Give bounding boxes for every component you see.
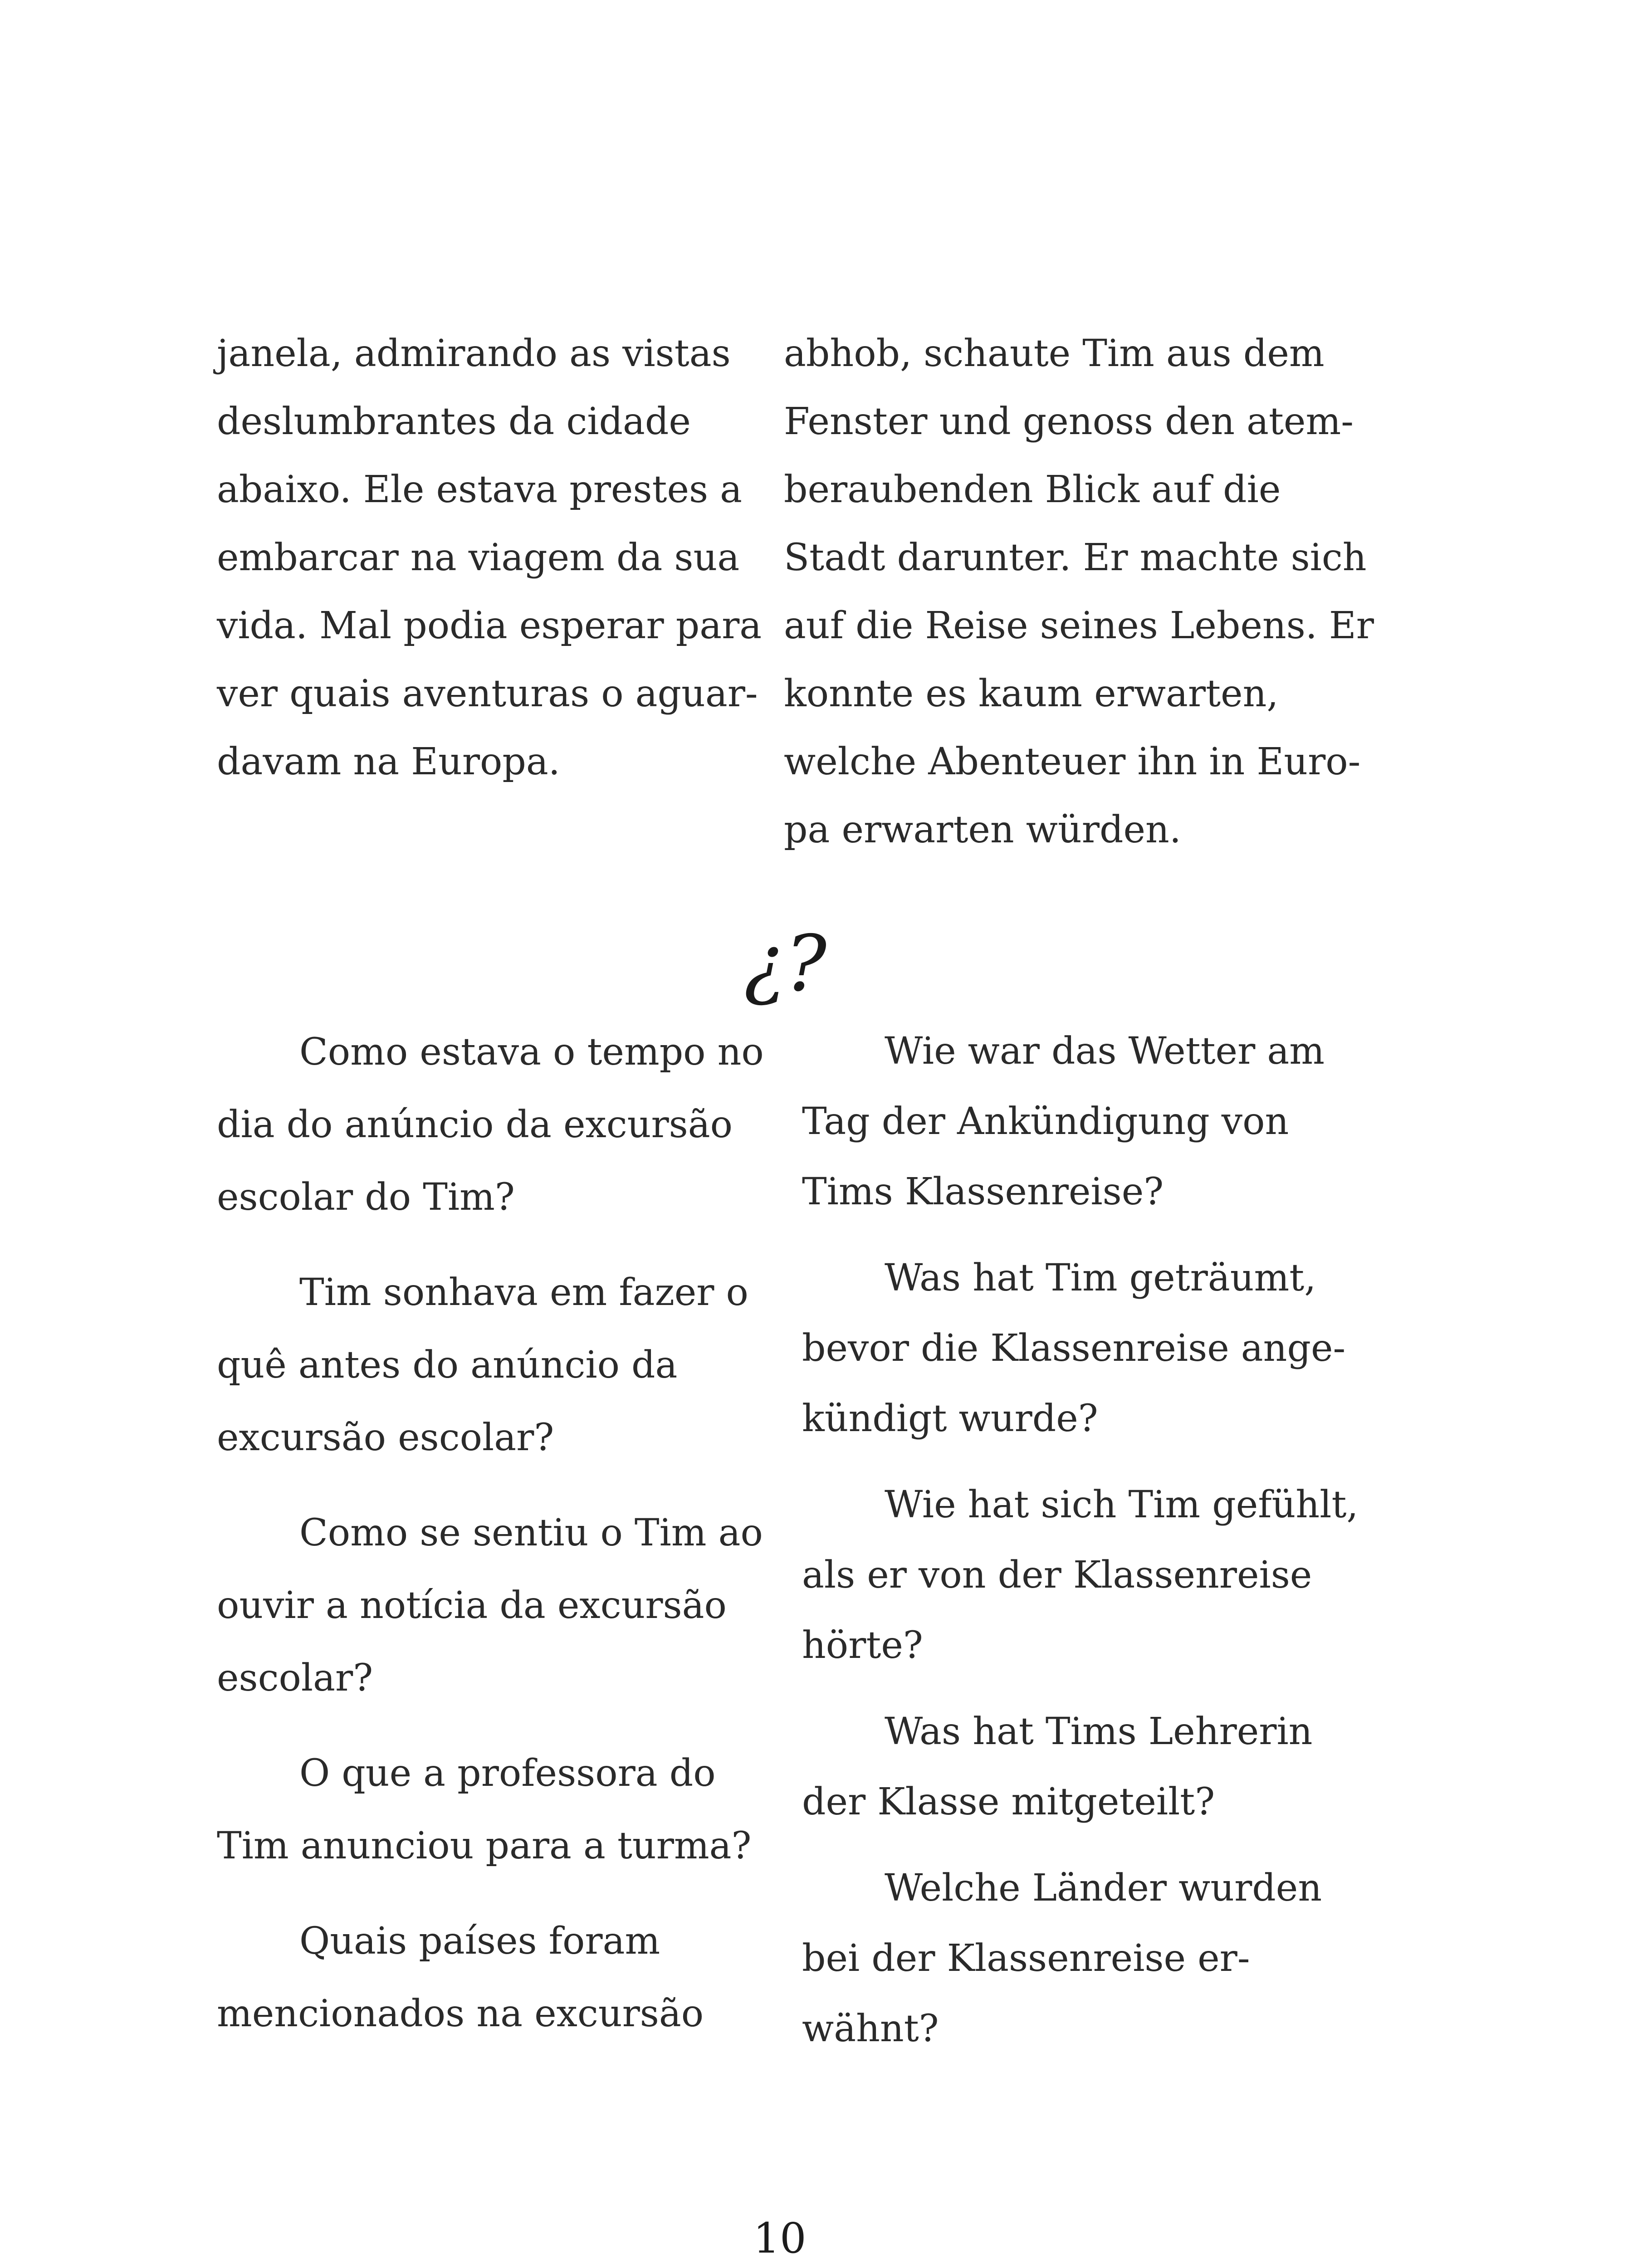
question-line: Wie hat sich Tim gefühlt, xyxy=(885,1483,1359,1526)
question-line: mencionados na excursão xyxy=(217,1992,704,2035)
text-line: vida. Mal podia esperar para xyxy=(217,604,762,647)
question-line: Como se sentiu o Tim ao xyxy=(299,1511,763,1554)
question-line: Tims Klassenreise? xyxy=(802,1170,1164,1213)
question-divider: ¿? xyxy=(744,919,827,1009)
text-line: deslumbrantes da cidade xyxy=(217,400,691,443)
text-line: janela, admirando as vistas xyxy=(217,332,731,375)
page-number: 10 xyxy=(753,2214,807,2263)
question-line: dia do anúncio da excursão xyxy=(217,1103,733,1146)
question-line: Wie war das Wetter am xyxy=(885,1030,1325,1073)
question-item xyxy=(802,1243,1358,1454)
question-line: ouvir a notícia da excursão xyxy=(217,1584,727,1627)
question-item xyxy=(217,1905,764,2050)
question-line: quê antes do anúncio da xyxy=(217,1344,678,1387)
question-item xyxy=(217,1016,764,1234)
question-line: bei der Klassenreise er- xyxy=(802,1937,1250,1980)
question-line: Como estava o tempo no xyxy=(299,1031,764,1074)
text-line: pa erwarten würden. xyxy=(784,808,1181,851)
question-line: wähnt? xyxy=(802,2007,939,2050)
question-line: als er von der Klassenreise xyxy=(802,1554,1312,1597)
question-line: escolar? xyxy=(217,1657,373,1700)
question-line: Tag der Ankündigung von xyxy=(802,1100,1289,1143)
text-line: abaixo. Ele estava prestes a xyxy=(217,468,743,511)
text-line: Fenster und genoss den atem- xyxy=(784,400,1354,443)
question-line: Was hat Tims Lehrerin xyxy=(885,1710,1313,1753)
question-line: escolar do Tim? xyxy=(217,1176,515,1219)
text-line: embarcar na viagem da sua xyxy=(217,536,740,579)
text-line: Stadt darunter. Er machte sich xyxy=(784,536,1367,579)
question-item xyxy=(217,1737,764,1882)
question-item xyxy=(802,1470,1358,1681)
question-line: der Klasse mitgeteilt? xyxy=(802,1780,1215,1823)
text-line: auf die Reise seines Lebens. Er xyxy=(784,604,1374,647)
question-line: O que a professora do xyxy=(299,1752,716,1795)
question-line: bevor die Klassenreise ange- xyxy=(802,1327,1346,1370)
paragraph-german xyxy=(784,320,1374,864)
question-line: kündigt wurde? xyxy=(802,1397,1098,1440)
question-item xyxy=(217,1256,764,1474)
text-line: konnte es kaum erwarten, xyxy=(784,672,1279,715)
questions-german xyxy=(802,1016,1358,2064)
question-line: excursão escolar? xyxy=(217,1416,554,1459)
text-line: abhob, schaute Tim aus dem xyxy=(784,332,1325,375)
question-item xyxy=(802,1853,1358,2064)
question-line: Quais países foram xyxy=(299,1920,660,1963)
question-line: Was hat Tim geträumt, xyxy=(885,1256,1316,1300)
text-line: ver quais aventuras o aguar- xyxy=(217,672,758,715)
question-item xyxy=(802,1016,1358,1227)
question-line: Welche Länder wurden xyxy=(885,1867,1322,1910)
question-line: Tim sonhava em fazer o xyxy=(299,1271,748,1314)
text-line: welche Abenteuer ihn in Euro- xyxy=(784,740,1361,783)
question-item xyxy=(217,1497,764,1715)
text-line: davam na Europa. xyxy=(217,740,560,783)
question-item xyxy=(802,1696,1358,1837)
paragraph-portuguese xyxy=(217,320,762,796)
text-line: beraubenden Blick auf die xyxy=(784,468,1281,511)
questions-portuguese xyxy=(217,1016,764,2050)
question-line: Tim anunciou para a turma? xyxy=(217,1824,752,1867)
question-line: hörte? xyxy=(802,1624,923,1667)
